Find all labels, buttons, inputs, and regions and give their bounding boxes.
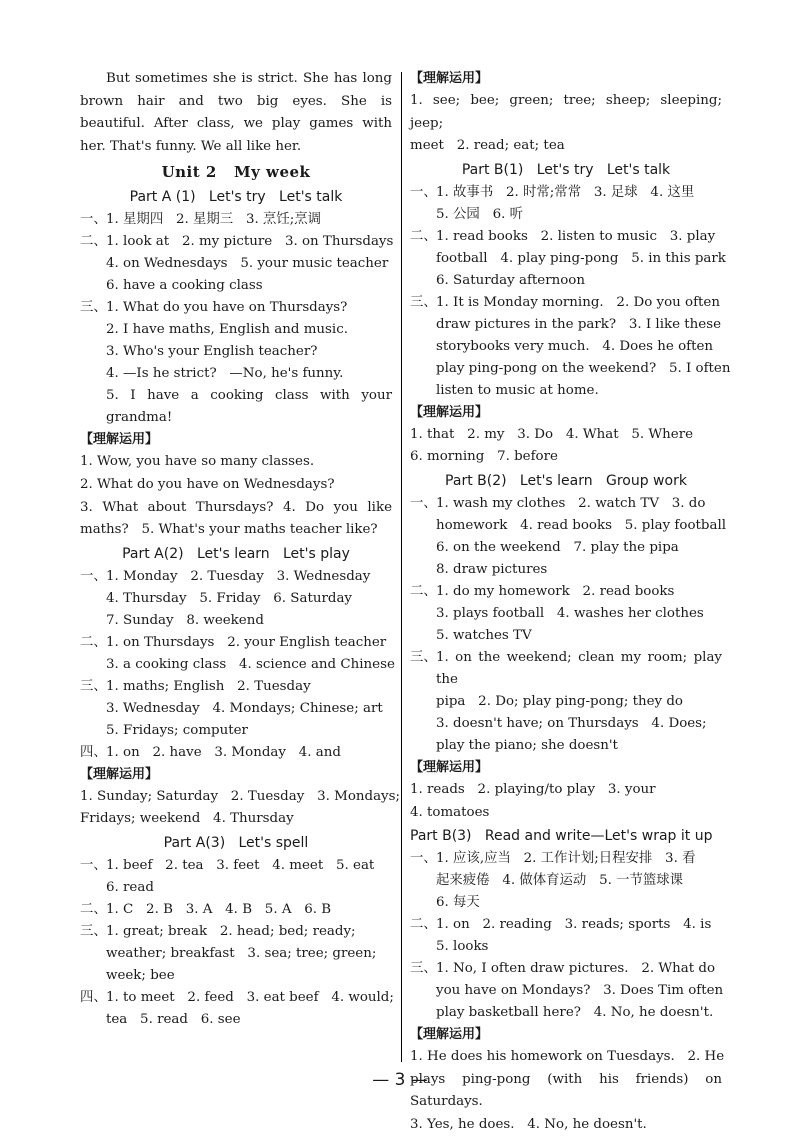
section-marker: 二、 [410,917,437,933]
intro-paragraph [80,68,392,158]
answer-line: maths? 5. What's your maths teacher like? [80,522,378,538]
answer-line: 5. looks [436,939,489,955]
exercise-section [410,182,722,226]
exercise-section [410,848,722,914]
section-title: Part A (1) Let's try Let's talk [129,189,343,206]
answer-line: play the piano; she doesn't [436,737,618,753]
answer-line: week; bee [106,967,175,983]
answer-line: 6. have a cooking class [106,278,263,294]
answer-line: storybooks very much. 4. Does he often [436,338,714,354]
answer-line: grandma! [106,410,173,426]
section-tag: 【理解运用】 [410,1027,489,1043]
exercise-section [410,493,727,581]
section-tag: 【理解运用】 [410,71,489,86]
answer-line: 1. that 2. my 3. Do 4. What 5. Where [410,426,694,442]
answer-line: 6. Saturday afternoon [436,272,585,288]
apply-block [410,424,722,469]
section-marker: 三、 [80,923,107,939]
section-marker: 一、 [80,212,107,228]
column-divider [401,72,402,1062]
exercise-section [80,632,395,676]
exercise-section [80,566,392,632]
answer-line: tea 5. read 6. see [106,1011,241,1027]
answer-line: 1. read books 2. listen to music 3. play [436,228,716,244]
answer-line: pipa 2. Do; play ping-pong; they do [436,693,683,709]
answer-line: 4. tomatoes [410,804,490,820]
answer-line: homework 4. read books 5. play football [436,517,727,533]
exercise-section [80,987,392,1031]
text-line: But sometimes she is strict. She has long [106,71,392,86]
answer-line: 1. on 2. have 3. Monday 4. and [106,744,341,760]
exercise-section [410,226,726,292]
answer-line: 1. Wow, you have so many classes. [80,454,315,470]
answer-line: 1. to meet 2. feed 3. eat beef 4. would; [106,989,394,1005]
exercise-section [410,647,722,757]
apply-block [410,1046,725,1136]
section-marker: 二、 [80,234,107,250]
section-title: Part A(3) Let's spell [163,834,309,851]
text-line: beautiful. After class, we play games with [80,116,392,132]
section-marker: 一、 [410,851,437,867]
section-marker: 二、 [80,901,107,917]
section-title: Part B(3) Read and write—Let's wrap it up [410,828,713,845]
answer-line: 3. a cooking class 4. science and Chinese [106,656,395,672]
section-marker: 一、 [80,568,107,584]
exercise-section [410,958,722,1024]
answer-line: plays ping-pong (with his friends) on Saturdays. [410,1071,722,1110]
section-tag: 【理解运用】 [410,404,489,420]
section-tag: 【理解运用】 [410,759,489,775]
answer-line: 1. great; break 2. head; bed; ready; [106,923,356,939]
answer-line: football 4. play ping-pong 5. in this park [436,250,726,266]
answer-line: 起来疲倦 4. 做体育运动 5. 一节篮球课 [436,873,684,889]
answer-line: 3. Yes, he does. 4. No, he doesn't. [410,1116,647,1132]
answer-line: 1. see; bee; green; tree; sheep; sleeping; jeep; [410,93,722,131]
answer-line: 1. C 2. B 3. A 4. B 5. A 6. B [106,901,332,917]
section-tag: 【理解运用】 [80,432,159,448]
section-title: Part A(2) Let's learn Let's play [122,545,350,562]
answer-line: 2. What do you have on Wednesdays? [80,476,335,492]
section-marker: 一、 [410,495,437,511]
answer-line: 1. on Thursdays 2. your English teacher [106,634,387,650]
section-marker: 二、 [80,634,107,650]
exercise-section [80,855,392,899]
answer-line: 1. 应该,应当 2. 工作计划;日程安排 3. 看 [436,851,696,867]
exercise-section [80,297,392,429]
answer-line: 3. doesn't have; on Thursdays 4. Does; [436,715,707,731]
answer-line: 1. look at 2. my picture 3. on Thursdays [106,234,394,250]
section-marker: 三、 [410,961,437,977]
section-marker: 三、 [410,649,437,665]
answer-line: 3. plays football 4. washes her clothes [436,605,704,621]
answer-line: 1. 故事书 2. 时常;常常 3. 足球 4. 这里 [436,184,695,200]
answer-line: 6. on the weekend 7. play the pipa [436,539,679,555]
answer-line: 5. 公园 6. 听 [436,206,524,222]
answer-line: meet 2. read; eat; tea [410,138,565,154]
exercise-section [410,914,722,958]
section-tag: 【理解运用】 [80,766,159,782]
exercise-section [80,209,392,231]
section-marker: 二、 [410,228,437,244]
section-marker: 三、 [410,294,437,310]
answer-line: draw pictures in the park? 3. I like these [436,316,722,332]
answer-line: 1. wash my clothes 2. watch TV 3. do [436,495,706,511]
section-marker: 四、 [80,744,107,760]
answer-line: 1. Monday 2. Tuesday 3. Wednesday [106,568,371,584]
answer-line: 5. watches TV [436,627,532,643]
answer-line: 2. I have maths, English and music. [106,322,348,338]
exercise-section [80,676,392,742]
section-marker: 二、 [410,583,437,599]
answer-line: 8. draw pictures [436,561,548,577]
answer-line: 1. maths; English 2. Tuesday [106,678,311,694]
exercise-section [80,742,392,764]
answer-line: 3. What about Thursdays? 4. Do you like [80,499,392,515]
answer-line: Fridays; weekend 4. Thursday [80,811,294,827]
answer-line: 1. What do you have on Thursdays? [106,300,348,316]
answer-line: 6. 每天 [436,895,480,911]
apply-block [410,90,722,158]
answer-line: 5. I have a cooking class with your [106,388,392,404]
answer-line: 1. No, I often draw pictures. 2. What do [436,961,716,977]
section-marker: 四、 [80,989,107,1005]
answer-line: 4. —Is he strict? —No, he's funny. [106,366,344,382]
text-line: her. That's funny. We all like her. [80,138,302,154]
answer-line: 1. on 2. reading 3. reads; sports 4. is [436,917,712,933]
section-marker: 一、 [410,184,437,200]
apply-block [410,779,722,824]
apply-block [80,786,401,831]
answer-line: 1. do my homework 2. read books [436,583,675,599]
answer-line: 1. Sunday; Saturday 2. Tuesday 3. Mondays; [80,788,401,804]
left-column [80,68,401,1031]
answer-line: 3. Who's your English teacher? [106,344,318,360]
section-title: Part B(1) Let's try Let's talk [461,161,671,178]
right-column [410,68,731,1137]
exercise-section [80,231,392,297]
answer-line: 1. reads 2. playing/to play 3. your [410,781,656,797]
answer-line: 3. Wednesday 4. Mondays; Chinese; art [106,700,383,716]
answer-line: 4. Thursday 5. Friday 6. Saturday [106,590,352,606]
exercise-section [410,292,731,402]
answer-line: 5. Fridays; computer [106,722,248,738]
section-marker: 一、 [80,857,107,873]
answer-line: listen to music at home. [436,382,599,398]
section-marker: 三、 [80,300,107,316]
answer-line: play basketball here? 4. No, he doesn't. [436,1005,714,1021]
answer-line: 4. on Wednesdays 5. your music teacher [106,256,389,272]
answer-line: 1. It is Monday morning. 2. Do you often [436,294,720,310]
answer-line: 1. He does his homework on Tuesdays. 2. He [410,1049,725,1065]
answer-line: 6. read [106,879,154,895]
exercise-section [80,921,392,987]
answer-line: 7. Sunday 8. weekend [106,612,264,628]
answer-line: 1. 星期四 2. 星期三 3. 烹饪;烹调 [106,212,322,228]
apply-block [80,451,392,541]
answer-line: weather; breakfast 3. sea; tree; green; [106,945,377,961]
answer-line: play ping-pong on the weekend? 5. I often [436,360,731,376]
unit-title: Unit 2 My week [161,163,311,182]
answer-line: you have on Mondays? 3. Does Tim often [436,983,724,999]
section-title: Part B(2) Let's learn Group work [445,472,687,489]
text-line: brown hair and two big eyes. She is [80,93,392,109]
answer-line: 1. on the weekend; clean my room; play the [436,649,722,687]
exercise-section [80,899,392,921]
page-number: — 3 — [372,1070,428,1090]
section-marker: 三、 [80,678,107,694]
answer-line: 1. beef 2. tea 3. feet 4. meet 5. eat [106,857,375,873]
exercise-section [410,581,722,647]
answer-line: 6. morning 7. before [410,449,558,465]
